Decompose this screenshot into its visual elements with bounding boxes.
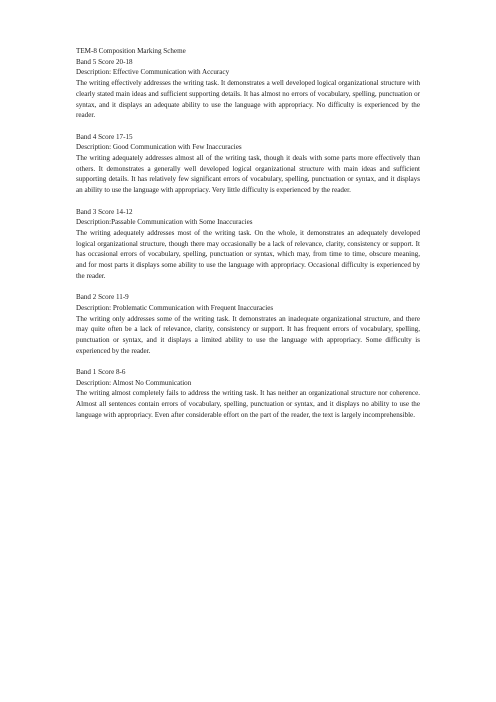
band-header: Band 3 Score 14-12 bbox=[76, 207, 133, 216]
document-page bbox=[76, 46, 420, 431]
band-description: Description:Passable Communication with Some Inaccuracies bbox=[76, 218, 253, 227]
band-3-section bbox=[76, 207, 420, 282]
band-header: Band 2 Score 11-9 bbox=[76, 293, 129, 302]
band-text: The writing almost completely fails to address the writing task. It has neither an organizational structure nor coherence. Almost all sentences contain errors of vocabulary, spelling, punctuation or syntax, and it displays no ability to use the language with appropriacy. Even after considerable effort on the part of the reader, the text is largely incomprehensible. bbox=[76, 389, 420, 419]
band-description: Description: Problematic Communication with Frequent Inaccuracies bbox=[76, 303, 274, 312]
band-2-section bbox=[76, 292, 420, 356]
band-text: The writing effectively addresses the writing task. It demonstrates a well developed logical organizational structure with clearly stated main ideas and sufficient supporting details. It has almost no errors of vocabulary, spelling, punctuation or syntax, and it displays an adequate ability to use the language with appropriacy. No difficulty is experienced by the reader. bbox=[76, 79, 420, 120]
band-header: Band 5 Score 20-18 bbox=[76, 57, 133, 66]
band-header: Band 4 Score 17-15 bbox=[76, 132, 133, 141]
band-1-section bbox=[76, 367, 420, 421]
band-header: Band 1 Score 8-6 bbox=[76, 368, 126, 377]
band-description: Description: Good Communication with Few Inaccuracies bbox=[76, 143, 242, 152]
band-text: The writing adequately addresses almost all of the writing task, though it deals with some parts more effectively than others. It demonstrates a generally well developed logical organizational structure with main ideas and sufficient supporting details. It has relatively few significant errors of vocabulary, spelling, punctuation or syntax, and it displays an ability to use the language with appropriacy. Very little difficulty is experienced by the reader. bbox=[76, 154, 420, 195]
band-4-section bbox=[76, 132, 420, 196]
band-text: The writing only addresses some of the writing task. It demonstrates an inadequate organizational structure, and there may quite often be a lack of relevance, clarity, consistency or support. It has frequent errors of vocabulary, spelling, punctuation or syntax, and it displays a limited ability to use the language with appropriacy. Some difficulty is experienced by the reader. bbox=[76, 314, 420, 355]
band-text: The writing adequately addresses most of the writing task. On the whole, it demonstrates an adequately developed logical organizational structure, though there may occasionally be a lack of relevance, clarity, consistency or support. It has occasional errors of vocabulary, spelling, punctuation or syntax, which may, from time to time, obscure meaning, and for most parts it displays some ability to use the language with appropriacy. Occasional difficulty is experienced by the reader. bbox=[76, 228, 420, 280]
band-5-section bbox=[76, 57, 420, 121]
band-description: Description: Almost No Communication bbox=[76, 378, 192, 387]
document-title: TEM-8 Composition Marking Scheme bbox=[76, 47, 186, 55]
band-description: Description: Effective Communication with Accuracy bbox=[76, 68, 230, 77]
